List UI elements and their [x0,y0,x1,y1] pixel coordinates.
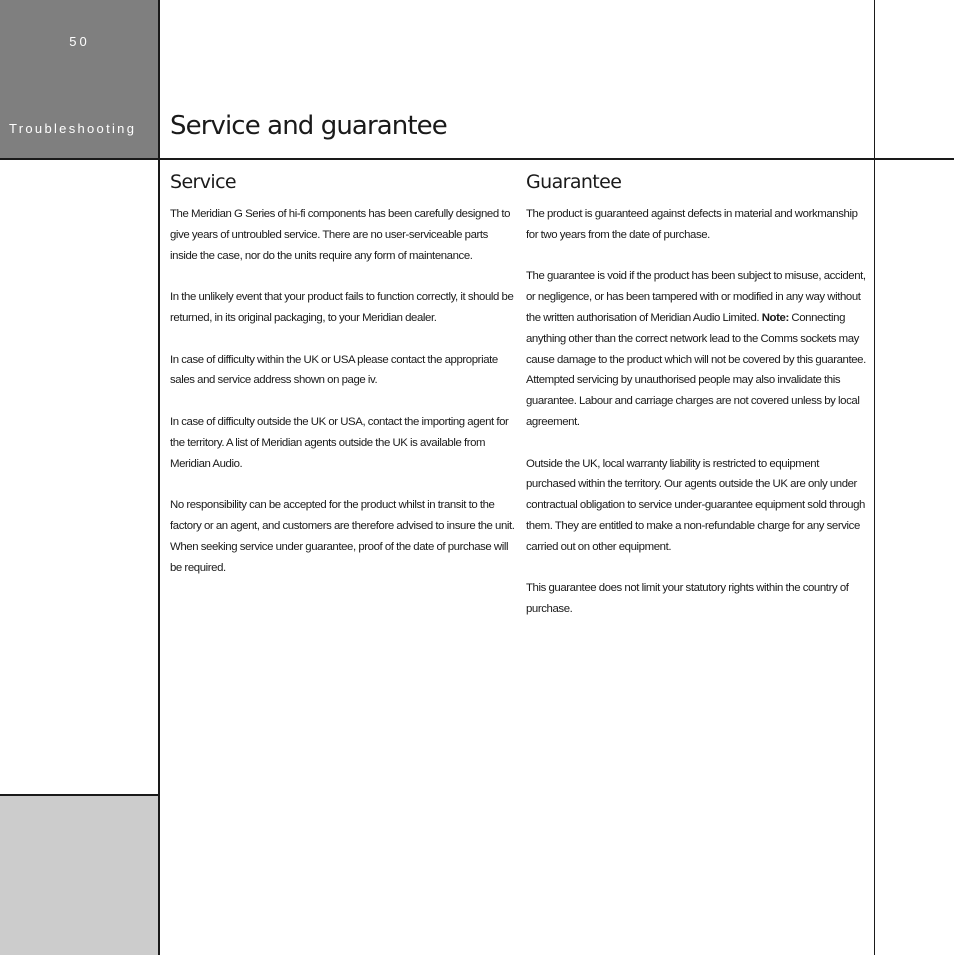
guarantee-paragraph: This guarantee does not limit your statutory rights within the country of purchase. [526,582,849,616]
service-paragraph: The Meridian G Series of hi-fi components has been carefully designed to give years of untroubled service. There are no user-serviceable parts inside the case, nor do the units require any form of maintenance. [170,208,511,262]
right-margin-rule [874,0,875,955]
header-rule [0,158,954,160]
sidebar-footer-rule [0,794,159,796]
sidebar-header-block [0,0,159,159]
guarantee-column [526,169,871,641]
guarantee-paragraph-void [526,266,871,432]
service-paragraph: No responsibility can be accepted for the product whilst in transit to the factory or an agent, and customers are therefore advised to insure the unit. When seeking service under guarantee, proof of the date of purchase will be required. [170,499,515,574]
guarantee-heading: Guarantee [526,171,622,193]
service-paragraph: In case of difficulty within the UK or USA please contact the appropriate sales and service address shown on page iv. [170,353,498,387]
section-label: Troubleshooting [9,121,137,136]
guarantee-paragraph: Outside the UK, local warranty liability is restricted to equipment purchased within the territory. Our agents outside the UK are only under contractual obligation to service under-guarantee equipment sold through them. They are entitled to make a non-refundable charge for any service carried out on other equipment. [526,457,865,553]
guarantee-paragraph: The product is guaranteed against defects in material and workmanship for two years from the date of purchase. [526,208,858,241]
page-title: Service and guarantee [170,111,447,141]
service-heading: Service [170,171,237,193]
guarantee-void-text: The guarantee is void if the product has been subject to misuse, accident, or negligence, or has been tampered with or modified in any way without the written authorisation of Meridian Audio Limited. [526,270,866,324]
page-number: 50 [69,34,90,49]
guarantee-note-text: Connecting anything other than the correct network lead to the Comms sockets may cause damage to the product which will not be covered by this guarantee. Attempted servicing by unauthorised people may also invalidate this guarantee. Labour and carriage charges are not covered unless by local agreement. [526,311,866,428]
left-margin-rule [158,0,160,955]
service-paragraph: In the unlikely event that your product fails to function correctly, it should be returned, in its original packaging, to your Meridian dealer. [170,291,514,324]
sidebar-footer-block [0,795,159,955]
service-column [170,169,515,599]
note-label: Note: [761,311,789,324]
service-paragraph: In case of difficulty outside the UK or USA, contact the importing agent for the territory. A list of Meridian agents outside the UK is available from Meridian Audio. [170,415,509,470]
